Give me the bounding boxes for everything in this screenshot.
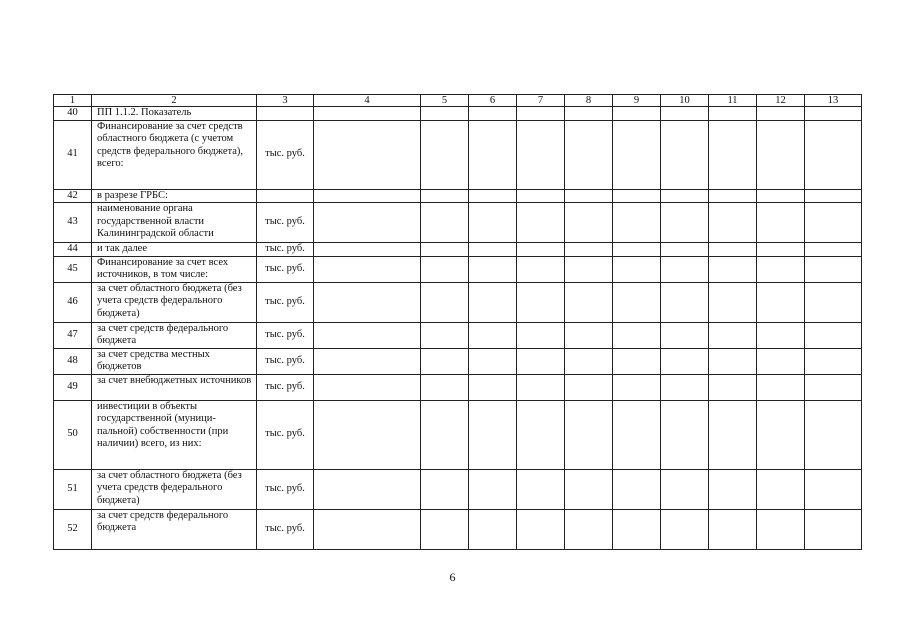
empty-value-cell xyxy=(613,120,661,189)
empty-value-cell xyxy=(661,400,709,469)
empty-value-cell xyxy=(421,348,469,374)
empty-value-cell xyxy=(757,120,805,189)
empty-value-cell xyxy=(314,107,421,121)
unit-cell: тыс. руб. xyxy=(257,282,314,322)
empty-value-cell xyxy=(421,374,469,400)
empty-value-cell xyxy=(661,203,709,243)
row-number-cell: 41 xyxy=(54,120,92,189)
table-row xyxy=(54,509,862,549)
indicator-name-cell: наименование органа государственной власти Калининградской области xyxy=(92,203,257,243)
empty-value-cell xyxy=(709,348,757,374)
empty-value-cell xyxy=(613,256,661,282)
empty-value-cell xyxy=(421,256,469,282)
data-table xyxy=(53,94,862,550)
empty-value-cell xyxy=(613,374,661,400)
empty-value-cell xyxy=(469,189,517,203)
empty-value-cell xyxy=(661,469,709,509)
empty-value-cell xyxy=(757,282,805,322)
unit-cell: тыс. руб. xyxy=(257,509,314,549)
table-row xyxy=(54,348,862,374)
empty-value-cell xyxy=(709,107,757,121)
column-header: 12 xyxy=(757,95,805,107)
empty-value-cell xyxy=(421,322,469,348)
empty-value-cell xyxy=(661,282,709,322)
unit-cell: тыс. руб. xyxy=(257,256,314,282)
empty-value-cell xyxy=(565,189,613,203)
indicator-name-cell: в разрезе ГРБС: xyxy=(92,189,257,203)
empty-value-cell xyxy=(613,203,661,243)
unit-cell: тыс. руб. xyxy=(257,243,314,257)
table-row xyxy=(54,256,862,282)
column-header: 4 xyxy=(314,95,421,107)
indicator-name-cell: Финансирование за счет средств областного бюджета (с учетом средств федерального бюджета), всего: xyxy=(92,120,257,189)
header-row xyxy=(54,95,862,107)
column-header: 9 xyxy=(613,95,661,107)
empty-value-cell xyxy=(805,282,862,322)
empty-value-cell xyxy=(565,256,613,282)
unit-cell: тыс. руб. xyxy=(257,348,314,374)
empty-value-cell xyxy=(613,509,661,549)
empty-value-cell xyxy=(314,243,421,257)
empty-value-cell xyxy=(469,120,517,189)
empty-value-cell xyxy=(709,243,757,257)
empty-value-cell xyxy=(469,282,517,322)
empty-value-cell xyxy=(421,282,469,322)
empty-value-cell xyxy=(805,243,862,257)
empty-value-cell xyxy=(709,203,757,243)
empty-value-cell xyxy=(661,322,709,348)
empty-value-cell xyxy=(469,400,517,469)
empty-value-cell xyxy=(517,189,565,203)
empty-value-cell xyxy=(661,243,709,257)
empty-value-cell xyxy=(314,189,421,203)
empty-value-cell xyxy=(314,282,421,322)
indicator-name-cell: за счет внебюджетных источников xyxy=(92,374,257,400)
empty-value-cell xyxy=(565,107,613,121)
empty-value-cell xyxy=(757,189,805,203)
table-row xyxy=(54,282,862,322)
empty-value-cell xyxy=(314,348,421,374)
empty-value-cell xyxy=(661,189,709,203)
empty-value-cell xyxy=(805,348,862,374)
empty-value-cell xyxy=(757,509,805,549)
empty-value-cell xyxy=(517,374,565,400)
page-number: 6 xyxy=(449,570,456,584)
column-header: 11 xyxy=(709,95,757,107)
indicator-name-cell: за счет средств федерального бюджета xyxy=(92,509,257,549)
empty-value-cell xyxy=(757,203,805,243)
empty-value-cell xyxy=(709,374,757,400)
empty-value-cell xyxy=(517,203,565,243)
empty-value-cell xyxy=(469,374,517,400)
empty-value-cell xyxy=(565,282,613,322)
empty-value-cell xyxy=(661,509,709,549)
empty-value-cell xyxy=(709,469,757,509)
unit-cell: тыс. руб. xyxy=(257,203,314,243)
indicator-name-cell: Финансирование за счет всех источников, в том числе: xyxy=(92,256,257,282)
empty-value-cell xyxy=(314,256,421,282)
empty-value-cell xyxy=(565,243,613,257)
empty-value-cell xyxy=(517,243,565,257)
row-number-cell: 42 xyxy=(54,189,92,203)
empty-value-cell xyxy=(421,469,469,509)
table-row xyxy=(54,107,862,121)
table-row xyxy=(54,120,862,189)
column-header: 7 xyxy=(517,95,565,107)
empty-value-cell xyxy=(709,322,757,348)
indicator-name-cell: инвестиции в объекты государственной (муници-пальной) собственности (при наличии) всего, из них: xyxy=(92,400,257,469)
empty-value-cell xyxy=(517,256,565,282)
empty-value-cell xyxy=(709,282,757,322)
table-row xyxy=(54,322,862,348)
empty-value-cell xyxy=(565,374,613,400)
empty-value-cell xyxy=(517,469,565,509)
empty-value-cell xyxy=(805,469,862,509)
empty-value-cell xyxy=(709,189,757,203)
column-header: 5 xyxy=(421,95,469,107)
empty-value-cell xyxy=(805,322,862,348)
table-body xyxy=(54,107,862,550)
row-number-cell: 49 xyxy=(54,374,92,400)
empty-value-cell xyxy=(613,243,661,257)
empty-value-cell xyxy=(805,400,862,469)
column-header: 1 xyxy=(54,95,92,107)
empty-value-cell xyxy=(421,400,469,469)
empty-value-cell xyxy=(613,322,661,348)
column-header: 2 xyxy=(92,95,257,107)
empty-value-cell xyxy=(613,107,661,121)
empty-value-cell xyxy=(805,374,862,400)
empty-value-cell xyxy=(314,509,421,549)
empty-value-cell xyxy=(517,400,565,469)
empty-value-cell xyxy=(421,189,469,203)
empty-value-cell xyxy=(469,509,517,549)
unit-cell: тыс. руб. xyxy=(257,374,314,400)
empty-value-cell xyxy=(757,400,805,469)
unit-cell: тыс. руб. xyxy=(257,469,314,509)
empty-value-cell xyxy=(517,348,565,374)
table-row xyxy=(54,189,862,203)
row-number-cell: 52 xyxy=(54,509,92,549)
table-row xyxy=(54,469,862,509)
empty-value-cell xyxy=(709,120,757,189)
empty-value-cell xyxy=(517,107,565,121)
empty-value-cell xyxy=(805,509,862,549)
indicator-name-cell: ПП 1.1.2. Показатель xyxy=(92,107,257,121)
column-header: 10 xyxy=(661,95,709,107)
empty-value-cell xyxy=(421,203,469,243)
empty-value-cell xyxy=(469,107,517,121)
empty-value-cell xyxy=(805,189,862,203)
empty-value-cell xyxy=(613,189,661,203)
empty-value-cell xyxy=(469,348,517,374)
empty-value-cell xyxy=(661,348,709,374)
unit-cell: тыс. руб. xyxy=(257,120,314,189)
empty-value-cell xyxy=(613,400,661,469)
empty-value-cell xyxy=(805,120,862,189)
empty-value-cell xyxy=(757,107,805,121)
empty-value-cell xyxy=(565,469,613,509)
empty-value-cell xyxy=(805,203,862,243)
empty-value-cell xyxy=(757,469,805,509)
indicator-name-cell: за счет средства местных бюджетов xyxy=(92,348,257,374)
empty-value-cell xyxy=(613,282,661,322)
empty-value-cell xyxy=(757,256,805,282)
row-number-cell: 44 xyxy=(54,243,92,257)
empty-value-cell xyxy=(661,107,709,121)
row-number-cell: 48 xyxy=(54,348,92,374)
row-number-cell: 45 xyxy=(54,256,92,282)
column-header: 3 xyxy=(257,95,314,107)
column-header: 6 xyxy=(469,95,517,107)
empty-value-cell xyxy=(613,469,661,509)
empty-value-cell xyxy=(314,469,421,509)
empty-value-cell xyxy=(517,322,565,348)
empty-value-cell xyxy=(565,322,613,348)
table-row xyxy=(54,374,862,400)
empty-value-cell xyxy=(709,256,757,282)
table-row xyxy=(54,243,862,257)
empty-value-cell xyxy=(613,348,661,374)
empty-value-cell xyxy=(517,509,565,549)
row-number-cell: 46 xyxy=(54,282,92,322)
empty-value-cell xyxy=(469,469,517,509)
empty-value-cell xyxy=(314,120,421,189)
empty-value-cell xyxy=(565,348,613,374)
column-header: 13 xyxy=(805,95,862,107)
empty-value-cell xyxy=(757,243,805,257)
unit-cell: тыс. руб. xyxy=(257,400,314,469)
indicator-name-cell: за счет средств федерального бюджета xyxy=(92,322,257,348)
empty-value-cell xyxy=(757,322,805,348)
empty-value-cell xyxy=(805,107,862,121)
empty-value-cell xyxy=(805,256,862,282)
empty-value-cell xyxy=(565,509,613,549)
unit-cell xyxy=(257,189,314,203)
indicator-name-cell: и так далее xyxy=(92,243,257,257)
empty-value-cell xyxy=(661,120,709,189)
row-number-cell: 51 xyxy=(54,469,92,509)
empty-value-cell xyxy=(421,120,469,189)
empty-value-cell xyxy=(757,374,805,400)
empty-value-cell xyxy=(421,243,469,257)
empty-value-cell xyxy=(314,400,421,469)
indicator-name-cell: за счет областного бюджета (без учета средств федерального бюджета) xyxy=(92,469,257,509)
empty-value-cell xyxy=(661,374,709,400)
indicator-name-cell: за счет областного бюджета (без учета средств федерального бюджета) xyxy=(92,282,257,322)
empty-value-cell xyxy=(421,509,469,549)
empty-value-cell xyxy=(565,120,613,189)
empty-value-cell xyxy=(661,256,709,282)
empty-value-cell xyxy=(709,509,757,549)
table-row xyxy=(54,400,862,469)
empty-value-cell xyxy=(517,282,565,322)
empty-value-cell xyxy=(314,322,421,348)
empty-value-cell xyxy=(314,203,421,243)
empty-value-cell xyxy=(709,400,757,469)
empty-value-cell xyxy=(469,322,517,348)
empty-value-cell xyxy=(565,203,613,243)
row-number-cell: 50 xyxy=(54,400,92,469)
row-number-cell: 40 xyxy=(54,107,92,121)
unit-cell xyxy=(257,107,314,121)
empty-value-cell xyxy=(469,203,517,243)
table-row xyxy=(54,203,862,243)
empty-value-cell xyxy=(565,400,613,469)
row-number-cell: 47 xyxy=(54,322,92,348)
empty-value-cell xyxy=(517,120,565,189)
column-header: 8 xyxy=(565,95,613,107)
unit-cell: тыс. руб. xyxy=(257,322,314,348)
empty-value-cell xyxy=(421,107,469,121)
row-number-cell: 43 xyxy=(54,203,92,243)
empty-value-cell xyxy=(469,256,517,282)
empty-value-cell xyxy=(314,374,421,400)
empty-value-cell xyxy=(757,348,805,374)
empty-value-cell xyxy=(469,243,517,257)
